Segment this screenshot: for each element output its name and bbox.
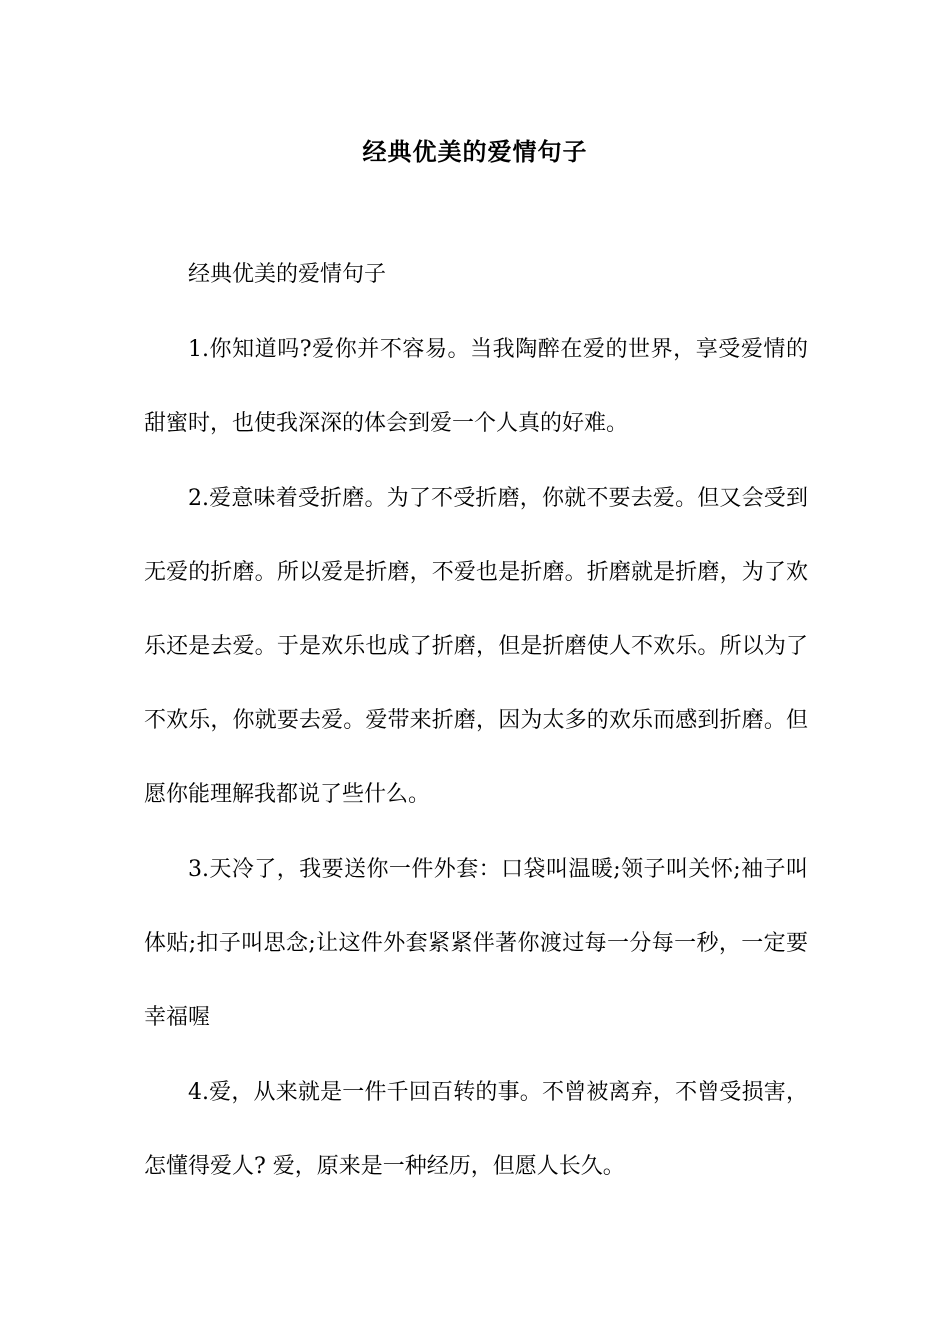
document-body: [144, 256, 808, 1223]
paragraph-3: 3.天冷了，我要送你一件外套：口袋叫温暖;领子叫关怀;袖子叫体贴;扣子叫思念;让这件外套紧紧伴著你渡过每一分每一秒，一定要幸福喔: [144, 857, 808, 1030]
document-title: 经典优美的爱情句子: [362, 137, 588, 166]
paragraph-1: 1.你知道吗?爱你并不容易。当我陶醉在爱的世界，享受爱情的甜蜜时，也使我深深的体会到爱一个人真的好难。: [144, 337, 808, 436]
paragraph-2: 2.爱意味着受折磨。为了不受折磨，你就不要去爱。但又会受到无爱的折磨。所以爱是折磨，不爱也是折磨。折磨就是折磨，为了欢乐还是去爱。于是欢乐也成了折磨，但是折磨使人不欢乐。所以为了不欢乐，你就要去爱。爱带来折磨，因为太多的欢乐而感到折磨。但愿你能理解我都说了些什么。: [144, 486, 808, 807]
document-subtitle: 经典优美的爱情句子: [188, 262, 387, 287]
paragraph-4: 4.爱，从来就是一件千回百转的事。不曾被离弃，不曾受损害，怎懂得爱人? 爱，原来是一种经历，但愿人长久。: [144, 1080, 808, 1179]
